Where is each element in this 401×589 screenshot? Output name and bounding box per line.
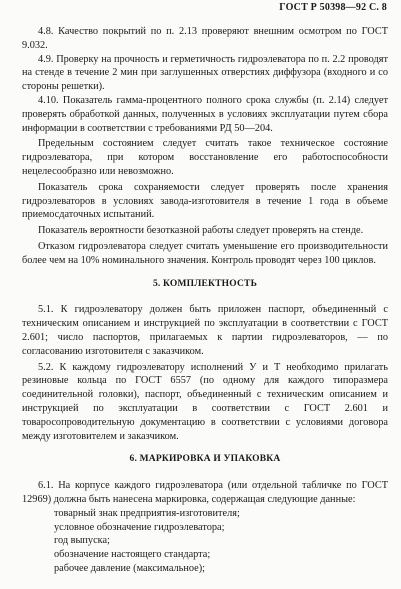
list-item: товарный знак предприятия-изготовителя; xyxy=(54,507,240,519)
paragraph-4-10: 4.10. Показатель гамма-процентного полного срока службы (п. 2.14) следует проверять обработкой данных, полученных в условиях эксплуатации путем сбора информации в соответствии с требованиями РД 50—204. xyxy=(22,94,388,134)
paragraph-5-2: 5.2. К каждому гидроэлеватору исполнений У и Т необходимо прилагать резиновые кольца по ГОСТ 6557 (по одному для каждого типоразмера соединительной головки), паспорт, объединенный с техническим описанием и инструкцией по эксплуатации в соответствии с ГОСТ 2.601 и товаросопроводительную документацию в соответствии с условиями договора между изготовителем и заказчиком. xyxy=(22,361,388,442)
list-item: условное обозначение гидроэлеватора; xyxy=(54,521,225,533)
list-item: рабочее давление (максимальное); xyxy=(54,562,205,574)
paragraph-storage: Показатель срока сохраняемости следует проверять после хранения гидроэлеваторов в условиях завода-изготовителя в течение 1 года в объеме приемосдаточных испытаний. xyxy=(22,181,388,221)
paragraph-limit-state: Предельным состоянием следует считать такое техническое состояние гидроэлеватора, при котором восстановление его работоспособности нецелесообразно или невозможно. xyxy=(22,138,388,177)
list-item: обозначение настоящего стандарта; xyxy=(54,549,211,561)
marking-list xyxy=(22,507,388,576)
running-header: ГОСТ Р 50398—92 С. 8 xyxy=(279,2,387,13)
paragraph-failure: Отказом гидроэлеватора следует считать уменьшение его производительности более чем на 10% номинального значения. Контроль проводят через 100 циклов. xyxy=(22,240,388,266)
paragraph-4-9: 4.9. Проверку на прочность и герметичность гидроэлеватора по п. 2.2 проводят на стенде в течение 2 мин при заглушенных отверстиях диффузора (входного и со стороны решетки). xyxy=(22,53,388,93)
paragraph-6-1: 6.1. На корпусе каждого гидроэлеватора (или отдельной табличке по ГОСТ 12969) должна быть нанесена маркировка, содержащая следующие данные: xyxy=(22,480,388,505)
list-item: год выпуска; xyxy=(54,535,110,547)
paragraph-5-1: 5.1. К гидроэлеватору должен быть приложен паспорт, объединенный с техническим описанием и инструкцией по эксплуатации в соответствии с ГОСТ 2.601; число паспортов, прилагаемых к партии гидроэлеваторов, — по согласованию изготовителя с заказчиком. xyxy=(22,304,388,357)
document-body xyxy=(22,25,388,576)
section-6-title: 6. МАРКИРОВКА И УПАКОВКА xyxy=(129,454,281,465)
paragraph-4-8: 4.8. Качество покрытий по п. 2.13 проверяют внешним осмотром по ГОСТ 9.032. xyxy=(22,26,388,51)
section-5-title: 5. КОМПЛЕКТНОСТЬ xyxy=(152,278,258,289)
paragraph-reliability: Показатель вероятности безотказной работы следует проверять на стенде. xyxy=(38,225,364,237)
